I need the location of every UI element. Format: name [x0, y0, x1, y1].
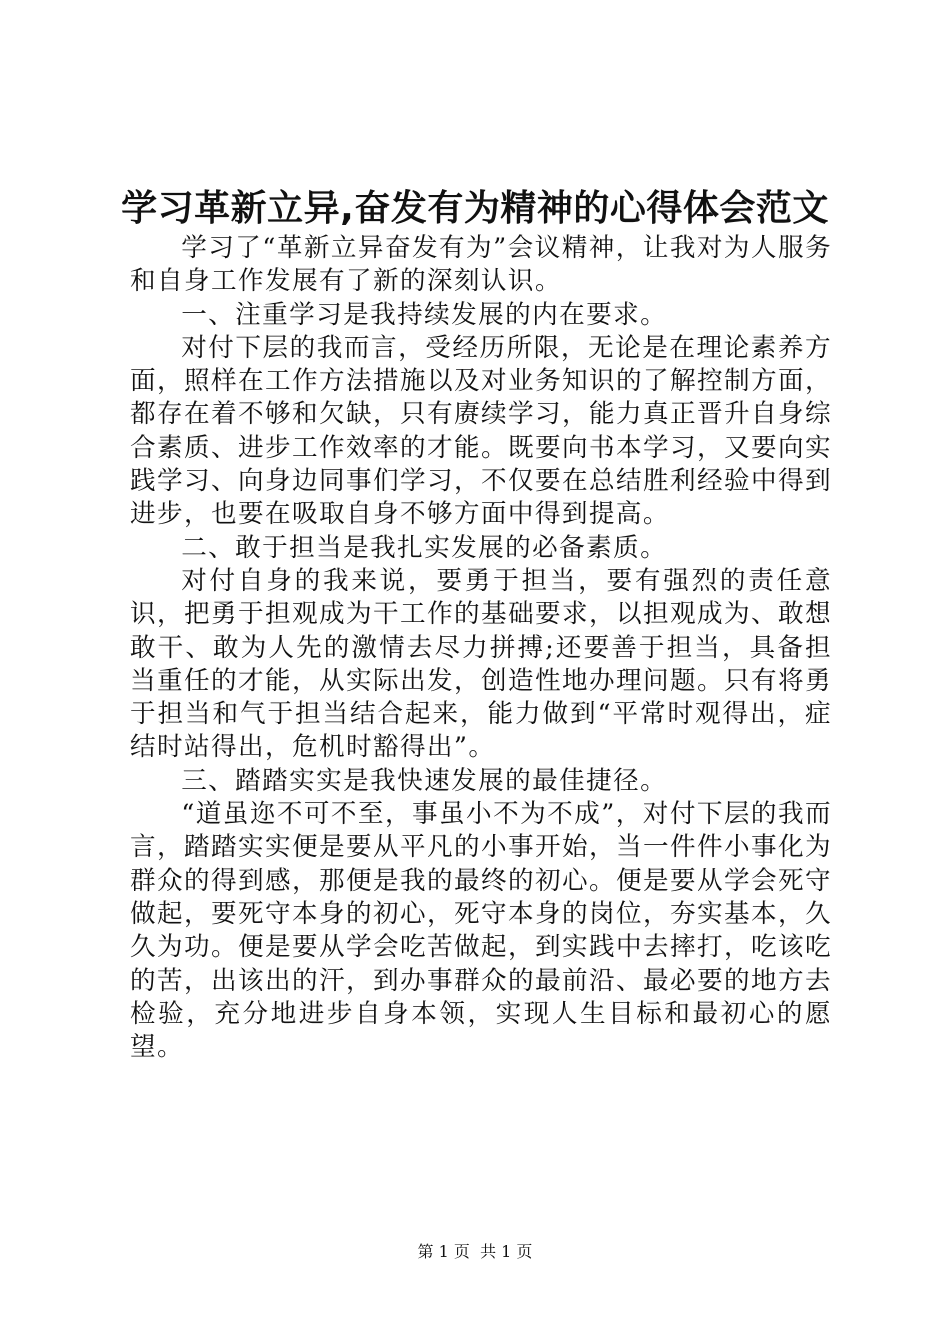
- document-title: 学习革新立异,奋发有为精神的心得体会范文: [121, 188, 829, 229]
- section-heading-3: 三、踏踏实实是我快速发展的最佳捷径。: [181, 765, 668, 796]
- paragraph-1: 对付下层的我而言，受经历所限，无论是在理论素养方面，照样在工作方法措施以及对业务知识的了解控制方面，都存在着不够和欠缺，只有赓续学习，能力真正晋升自身综合素质、进步工作效率的才能。既要向书本学习，又要向实践学习、向身边同事们学习，不仅要在总结胜利经验中得到进步，也要在吸取自身不够方面中得到提高。: [130, 332, 832, 530]
- section-heading-2: 二、敢于担当是我扎实发展的必备素质。: [181, 532, 668, 563]
- paragraph-3: “道虽迩不可不至，事虽小不为不成”，对付下层的我而言，踏踏实实便是要从平凡的小事开始，当一件件小事化为群众的得到感，那便是我的最终的初心。便是要从学会死守做起，要死守本身的初心，死守本身的岗位，夯实基本，久久为功。便是要从学会吃苦做起，到实践中去摔打，吃该吃的苦，出该出的汗，到办事群众的最前沿、最必要的地方去检验，充分地进步自身本领，实现人生目标和最初心的愿望。: [130, 799, 832, 1063]
- document-body: [130, 232, 832, 1064]
- section-heading-1: 一、注重学习是我持续发展的内在要求。: [181, 299, 668, 330]
- page-number-footer: 第 1 页 共 1 页: [417, 1242, 533, 1261]
- paragraph-2: 对付自身的我来说，要勇于担当，要有强烈的责任意识，把勇于担观成为干工作的基础要求，以担观成为、敢想敢干、敢为人先的激情去尽力拼搏;还要善于担当，具备担当重任的才能，从实际出发，创造性地办理问题。只有将勇于担当和气于担当结合起来，能力做到“平常时观得出，症结时站得出，危机时豁得出”。: [130, 565, 832, 763]
- paragraph-intro: 学习了“革新立异奋发有为”会议精神，让我对为人服务和自身工作发展有了新的深刻认识。: [130, 233, 832, 297]
